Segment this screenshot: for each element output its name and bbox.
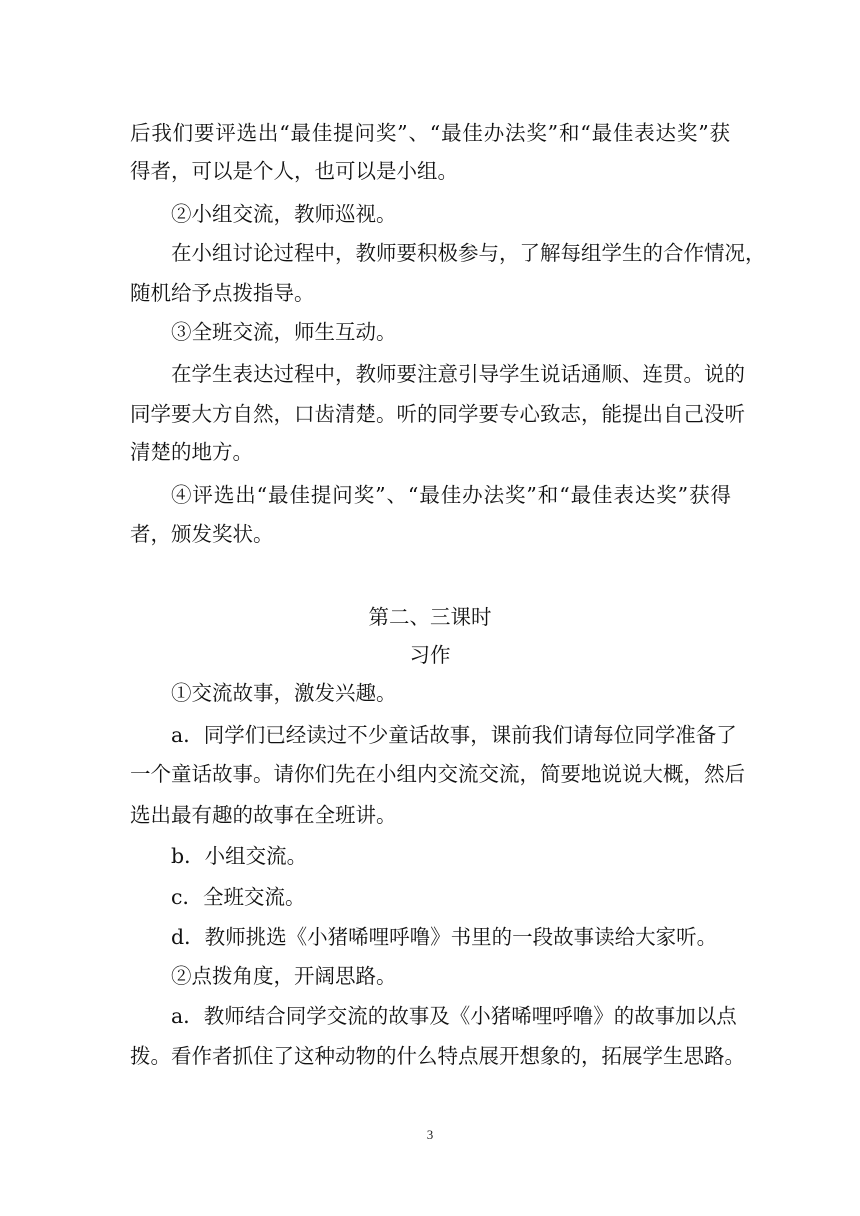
paragraph-line: ②点拨角度，开阔思路。 xyxy=(171,964,397,988)
paragraph-line: 拨。看作者抓住了这种动物的什么特点展开想象的，拓展学生思路。 xyxy=(130,1044,745,1068)
paragraph-line: ④评选出“最佳提问奖”、“最佳办法奖”和“最佳表达奖”获得 xyxy=(171,483,731,507)
section-title: 第二、三课时 xyxy=(368,605,492,629)
paragraph-line: 后我们要评选出“最佳提问奖”、“最佳办法奖”和“最佳表达奖”获 xyxy=(130,121,730,145)
paragraph-line: c．全班交流。 xyxy=(171,885,306,909)
paragraph-line: 者，颁发奖状。 xyxy=(130,522,274,546)
paragraph-line: ①交流故事，激发兴趣。 xyxy=(171,681,397,705)
paragraph-line: ②小组交流，教师巡视。 xyxy=(171,202,397,226)
paragraph-line: d．教师挑选《小猪唏哩呼噜》书里的一段故事读给大家听。 xyxy=(171,925,718,949)
section-subtitle: 习作 xyxy=(409,643,451,667)
paragraph-line: 选出最有趣的故事在全班讲。 xyxy=(130,803,397,827)
paragraph-line: 一个童话故事。请你们先在小组内交流交流，简要地说说大概，然后 xyxy=(130,762,745,786)
paragraph-line: b．小组交流。 xyxy=(171,844,308,868)
paragraph-line: 得者，可以是个人，也可以是小组。 xyxy=(130,159,458,183)
paragraph-line: a．同学们已经读过不少童话故事，课前我们请每位同学准备了 xyxy=(171,723,737,747)
paragraph-line: 在学生表达过程中，教师要注意引导学生说话通顺、连贯。说的 xyxy=(171,362,745,386)
page-number: 3 xyxy=(426,1127,434,1142)
paragraph-line: 同学要大方自然，口齿清楚。听的同学要专心致志，能提出自己没听 xyxy=(130,402,745,426)
paragraph-line: 在小组讨论过程中，教师要积极参与，了解每组学生的合作情况， xyxy=(171,241,766,265)
paragraph-line: a．教师结合同学交流的故事及《小猪唏哩呼噜》的故事加以点 xyxy=(171,1004,737,1028)
paragraph-line: 随机给予点拨指导。 xyxy=(130,281,315,305)
paragraph-line: ③全班交流，师生互动。 xyxy=(171,320,397,344)
paragraph-line: 清楚的地方。 xyxy=(130,440,253,464)
